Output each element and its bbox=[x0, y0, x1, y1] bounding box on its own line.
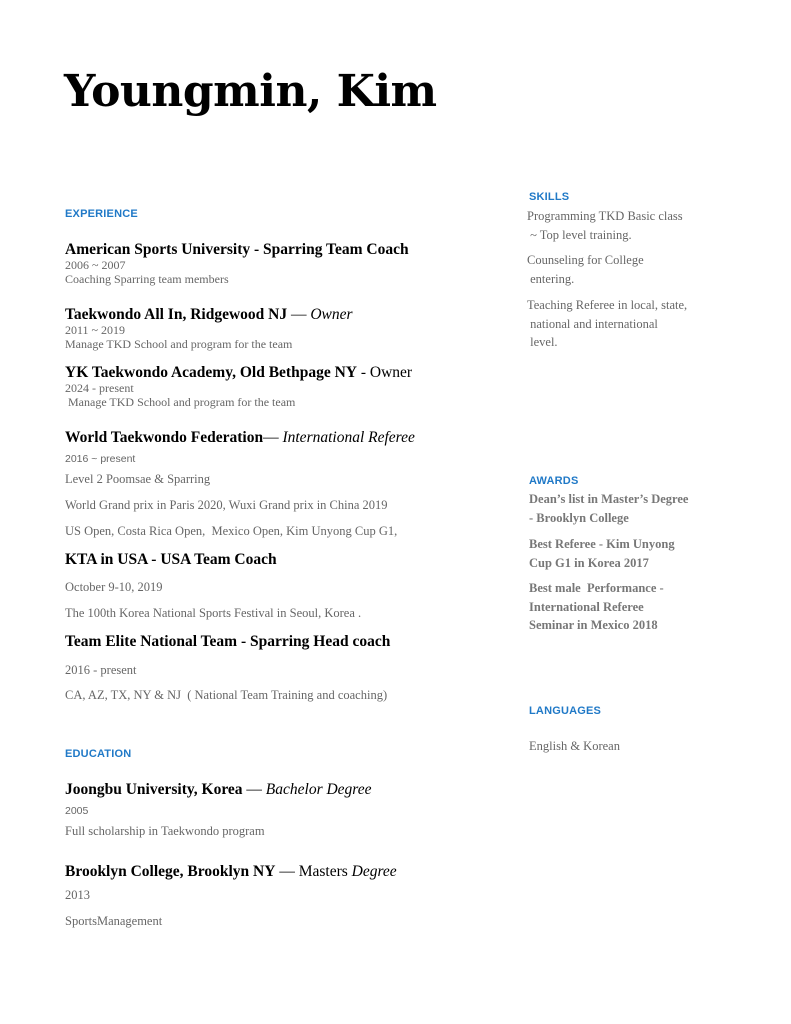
experience-dates: October 9-10, 2019 bbox=[65, 580, 163, 594]
languages-value: English & Korean bbox=[529, 739, 620, 753]
experience-dates: 2016 - present bbox=[65, 663, 137, 677]
degree-prefix: Masters bbox=[298, 863, 352, 880]
experience-title bbox=[65, 429, 415, 447]
experience-desc: Coaching Sparring team members bbox=[65, 272, 229, 286]
experience-title: KTA in USA - USA Team Coach bbox=[65, 551, 277, 568]
experience-title bbox=[65, 306, 353, 324]
award-line: - Brooklyn College bbox=[529, 510, 629, 525]
experience-desc-line: Level 2 Poomsae & Sparring bbox=[65, 472, 211, 486]
skill-line: national and international bbox=[527, 316, 658, 331]
award-line: Dean’s list in Master’s Degree bbox=[529, 492, 689, 506]
award-line: Best Referee - Kim Unyong bbox=[529, 537, 675, 551]
separator: - bbox=[356, 364, 370, 381]
experience-dates: 2016 ~ present bbox=[65, 453, 136, 465]
degree: Bachelor Degree bbox=[265, 781, 372, 798]
experience-title: American Sports University - Sparring Team Coach bbox=[65, 241, 409, 258]
education-dates: 2013 bbox=[65, 888, 90, 902]
award-line: Best male Performance - bbox=[529, 581, 664, 595]
org-name: YK Taekwondo Academy, Old Bethpage NY bbox=[65, 364, 357, 381]
award-line: International Referee bbox=[529, 599, 644, 614]
skill-line: entering. bbox=[527, 271, 575, 286]
candidate-name: Youngmin, Kim bbox=[64, 66, 437, 117]
experience-title: Team Elite National Team - Sparring Head coach bbox=[65, 633, 391, 650]
degree: Degree bbox=[351, 863, 397, 880]
school-name: Brooklyn College, Brooklyn NY bbox=[65, 863, 276, 880]
experience-dates: 2006 ~ 2007 bbox=[65, 258, 126, 272]
skill-line: level. bbox=[527, 335, 558, 349]
award-item bbox=[529, 490, 688, 527]
award-line: Seminar in Mexico 2018 bbox=[529, 618, 658, 632]
skill-item bbox=[527, 207, 683, 244]
experience-dates: 2011 ~ 2019 bbox=[65, 323, 126, 337]
award-item bbox=[529, 535, 675, 572]
award-line: Cup G1 in Korea 2017 bbox=[529, 555, 649, 570]
education-dates: 2005 bbox=[65, 805, 89, 817]
experience-desc: The 100th Korea National Sports Festival in Seoul, Korea . bbox=[65, 606, 362, 620]
role: Owner bbox=[310, 306, 353, 323]
experience-title bbox=[65, 364, 412, 382]
skill-item bbox=[527, 251, 644, 288]
award-item bbox=[529, 579, 664, 635]
school-name: Joongbu University, Korea bbox=[65, 781, 243, 798]
skill-line: ~ Top level training. bbox=[527, 227, 632, 242]
experience-heading: EXPERIENCE bbox=[65, 208, 138, 220]
experience-desc-line: US Open, Costa Rica Open, Mexico Open, Kim Unyong Cup G1, bbox=[65, 524, 398, 538]
separator: — bbox=[263, 429, 283, 446]
separator: — bbox=[242, 781, 266, 798]
separator: — bbox=[275, 863, 299, 880]
org-name: World Taekwondo Federation bbox=[65, 429, 264, 446]
education-desc: Full scholarship in Taekwondo program bbox=[65, 824, 265, 838]
experience-desc: Manage TKD School and program for the team bbox=[65, 337, 293, 351]
skill-item bbox=[527, 296, 687, 352]
role: International Referee bbox=[282, 429, 415, 446]
awards-heading: AWARDS bbox=[529, 475, 579, 487]
skills-heading: SKILLS bbox=[529, 191, 570, 203]
education-title bbox=[65, 863, 397, 881]
org-name: Taekwondo All In, Ridgewood NJ bbox=[65, 306, 288, 323]
education-heading: EDUCATION bbox=[65, 748, 132, 760]
experience-dates: 2024 - present bbox=[65, 381, 134, 395]
skill-line: Teaching Referee in local, state, bbox=[527, 298, 688, 312]
experience-desc: CA, AZ, TX, NY & NJ ( National Team Training and coaching) bbox=[65, 688, 388, 702]
languages-heading: LANGUAGES bbox=[529, 705, 602, 717]
experience-desc-line: World Grand prix in Paris 2020, Wuxi Grand prix in China 2019 bbox=[65, 498, 388, 512]
role: Owner bbox=[369, 364, 413, 381]
skill-line: Programming TKD Basic class bbox=[527, 209, 683, 223]
skill-line: Counseling for College bbox=[527, 253, 644, 267]
separator: — bbox=[287, 306, 311, 323]
education-title bbox=[65, 781, 372, 799]
experience-desc: Manage TKD School and program for the team bbox=[65, 395, 296, 409]
education-desc: SportsManagement bbox=[65, 914, 163, 928]
